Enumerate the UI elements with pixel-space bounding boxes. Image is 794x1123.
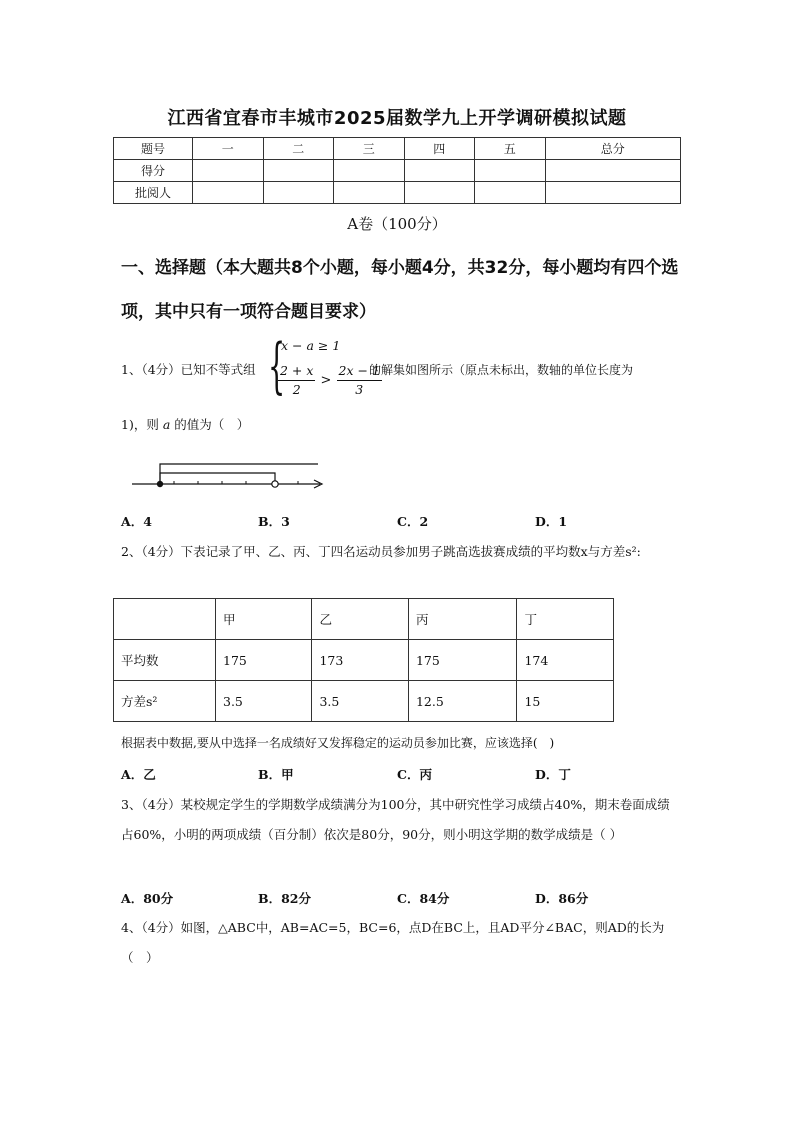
table-cell: 方差s² xyxy=(114,681,216,722)
fraction: $\frac{2 + x}{2}$ xyxy=(280,363,314,397)
table-cell: 得分 xyxy=(114,160,193,182)
score-input-cell[interactable] xyxy=(263,182,334,204)
fraction: $\frac{2x - 1}{3}$ xyxy=(338,363,380,397)
table-cell: 丙 xyxy=(408,599,517,640)
table-cell: 批阅人 xyxy=(114,182,193,204)
table-cell: 三 xyxy=(334,138,405,160)
score-input-cell[interactable] xyxy=(193,160,264,182)
number-line-figure xyxy=(128,458,330,492)
solution-ray-lower xyxy=(160,473,275,484)
option-b[interactable]: B．3 xyxy=(258,514,290,529)
score-input-cell[interactable] xyxy=(404,182,475,204)
question-2-text: 2、（4分）下表记录了甲、乙、丙、丁四名运动员参加男子跳高选拔赛成绩的平均数x与方差s²: xyxy=(121,544,641,559)
score-input-cell[interactable] xyxy=(334,182,405,204)
hollow-point xyxy=(272,481,278,487)
score-table-row xyxy=(114,182,681,204)
table-cell: 175 xyxy=(408,640,517,681)
table-cell: 丁 xyxy=(517,599,614,640)
score-input-cell[interactable] xyxy=(545,182,681,204)
table-cell: 甲 xyxy=(216,599,312,640)
table-row xyxy=(114,681,614,722)
solution-ray-upper xyxy=(160,464,318,484)
table-cell: 173 xyxy=(312,640,408,681)
question-1-prefix: 1、（4分）已知不等式组 xyxy=(121,362,256,377)
table-cell: 题号 xyxy=(114,138,193,160)
question-1-line2: 1)，则 a 的值为（ ） xyxy=(121,417,250,432)
option-a[interactable]: A．80分 xyxy=(121,891,174,906)
score-table-row xyxy=(114,160,681,182)
question-2-options xyxy=(121,765,681,785)
option-a[interactable]: A．4 xyxy=(121,514,152,529)
table-cell: 总分 xyxy=(545,138,681,160)
table-cell: 3.5 xyxy=(216,681,312,722)
option-d[interactable]: D．86分 xyxy=(535,891,589,906)
section-heading: 一、选择题（本大题共8个小题，每小题4分，共32分，每小题均有四个选项，其中只有一项符合题目要求） xyxy=(121,258,679,322)
table-cell: 四 xyxy=(404,138,475,160)
data-table xyxy=(113,598,614,722)
table-row xyxy=(114,640,614,681)
inequality-1: x − a ≥ 1 xyxy=(281,338,341,353)
option-d[interactable]: D．丁 xyxy=(535,767,571,782)
option-c[interactable]: C．84分 xyxy=(397,891,450,906)
question-4-text: 4、（4分）如图，△ABC中，AB=AC=5，BC=6，点D在BC上，且AD平分∠BAC，则AD的长为（ ） xyxy=(121,920,665,965)
score-input-cell[interactable] xyxy=(545,160,681,182)
option-b[interactable]: B．甲 xyxy=(258,767,294,782)
score-input-cell[interactable] xyxy=(263,160,334,182)
table-cell: 一 xyxy=(193,138,264,160)
option-d[interactable]: D．1 xyxy=(535,514,568,529)
volume-title: A卷（100分） xyxy=(347,215,447,233)
score-input-cell[interactable] xyxy=(475,160,546,182)
brace-icon: { xyxy=(268,331,286,401)
question-3-options xyxy=(121,889,681,909)
option-b[interactable]: B．82分 xyxy=(258,891,311,906)
score-table-header-row xyxy=(114,138,681,160)
inequality-2: $\frac{2 + x}{2}$ > $\frac{2x - 1}{3}$ xyxy=(280,363,380,397)
table-cell: 乙 xyxy=(312,599,408,640)
solid-point xyxy=(157,481,163,487)
question-2-after: 根据表中数据,要从中选择一名成绩好又发挥稳定的运动员参加比赛，应该选择( ) xyxy=(121,736,555,750)
table-cell: 平均数 xyxy=(114,640,216,681)
page-title: 江西省宜春市丰城市2025届数学九上开学调研模拟试题 xyxy=(167,108,627,129)
table-cell: 15 xyxy=(517,681,614,722)
question-1-options xyxy=(121,512,681,532)
table-cell: 175 xyxy=(216,640,312,681)
option-a[interactable]: A．乙 xyxy=(121,767,156,782)
question-3-text: 3、（4分）某校规定学生的学期数学成绩满分为100分，其中研究性学习成绩占40%，期末卷面成绩占60%，小明的两项成绩（百分制）依次是80分，90分，则小明这学期的数学成绩是（ ） xyxy=(121,797,670,842)
table-cell xyxy=(114,599,216,640)
score-table xyxy=(113,137,681,204)
table-row xyxy=(114,599,614,640)
score-input-cell[interactable] xyxy=(193,182,264,204)
table-cell: 174 xyxy=(517,640,614,681)
score-input-cell[interactable] xyxy=(334,160,405,182)
score-input-cell[interactable] xyxy=(475,182,546,204)
question-1-suffix: 的解集如图所示（原点未标出，数轴的单位长度为 xyxy=(369,363,634,377)
option-c[interactable]: C．2 xyxy=(397,514,429,529)
score-input-cell[interactable] xyxy=(404,160,475,182)
option-c[interactable]: C．丙 xyxy=(397,767,432,782)
table-cell: 五 xyxy=(475,138,546,160)
table-cell: 12.5 xyxy=(408,681,517,722)
table-cell: 3.5 xyxy=(312,681,408,722)
table-cell: 二 xyxy=(263,138,334,160)
